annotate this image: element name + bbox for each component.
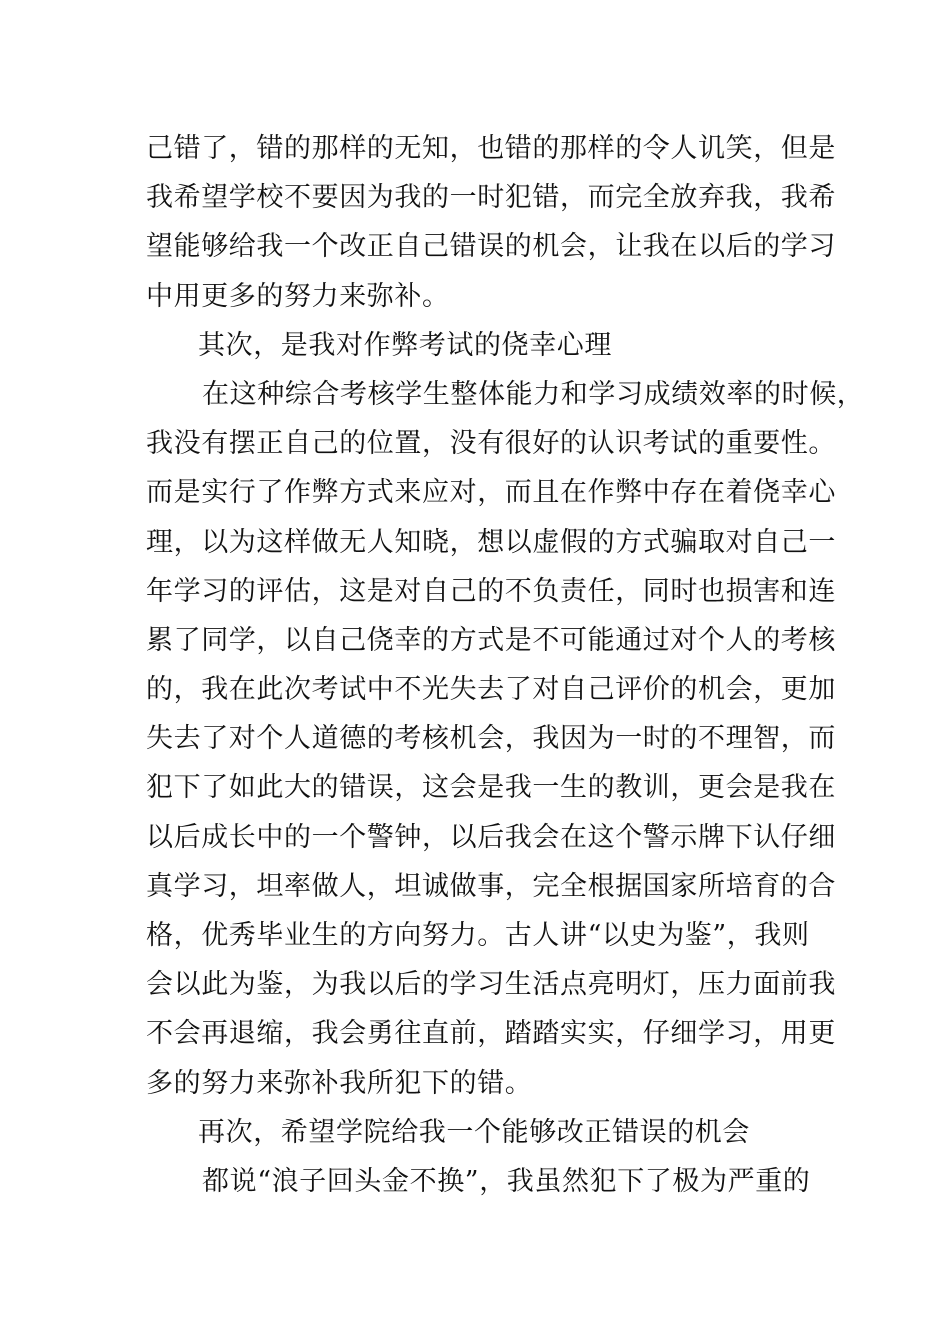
text-line: 都说“浪子回头金不换”，我虽然犯下了极为严重的 [202, 1165, 811, 1197]
text-line: 格，优秀毕业生的方向努力。古人讲“以史为鉴”，我则 [146, 920, 810, 951]
text-line: 多的努力来弥补我所犯下的错。 [146, 1067, 533, 1099]
text-line: 我希望学校不要因为我的一时犯错，而完全放弃我，我希 [146, 182, 836, 214]
text-line: 累了同学，以自己侥幸的方式是不可能通过对个人的考核 [146, 624, 836, 656]
text-line: 理，以为这样做无人知晓，想以虚假的方式骗取对自己一 [146, 526, 836, 558]
text-line: 中用更多的努力来弥补。 [146, 280, 450, 312]
text-line: 犯下了如此大的错误，这会是我一生的教训，更会是我在 [146, 772, 836, 804]
document-body [146, 124, 865, 1206]
text-line: 己错了，错的那样的无知，也错的那样的令人讥笑，但是 [146, 133, 836, 164]
text-line: 以后成长中的一个警钟，以后我会在这个警示牌下认仔细 [146, 821, 836, 853]
text-line: 失去了对个人道德的考核机会，我因为一时的不理智，而 [146, 723, 836, 755]
text-line: 在这种综合考核学生整体能力和学习成绩效率的时候， [202, 378, 865, 410]
text-line: 而是实行了作弊方式来应对，而且在作弊中存在着侥幸心 [146, 477, 836, 509]
section-heading: 其次，是我对作弊考试的侥幸心理 [198, 329, 612, 361]
text-line: 会以此为鉴，为我以后的学习生活点亮明灯，压力面前我 [146, 969, 836, 1001]
text-line: 不会再退缩，我会勇往直前，踏踏实实，仔细学习，用更 [146, 1018, 836, 1050]
text-line: 年学习的评估，这是对自己的不负责任，同时也损害和连 [146, 575, 836, 607]
text-line: 的，我在此次考试中不光失去了对自己评价的机会，更加 [146, 674, 836, 706]
text-line: 真学习，坦率做人，坦诚做事，完全根据国家所培育的合 [146, 870, 836, 902]
text-line: 望能够给我一个改正自己错误的机会，让我在以后的学习 [146, 231, 836, 263]
text-line: 我没有摆正自己的位置，没有很好的认识考试的重要性。 [146, 428, 836, 460]
section-heading: 再次，希望学院给我一个能够改正错误的机会 [198, 1116, 750, 1148]
